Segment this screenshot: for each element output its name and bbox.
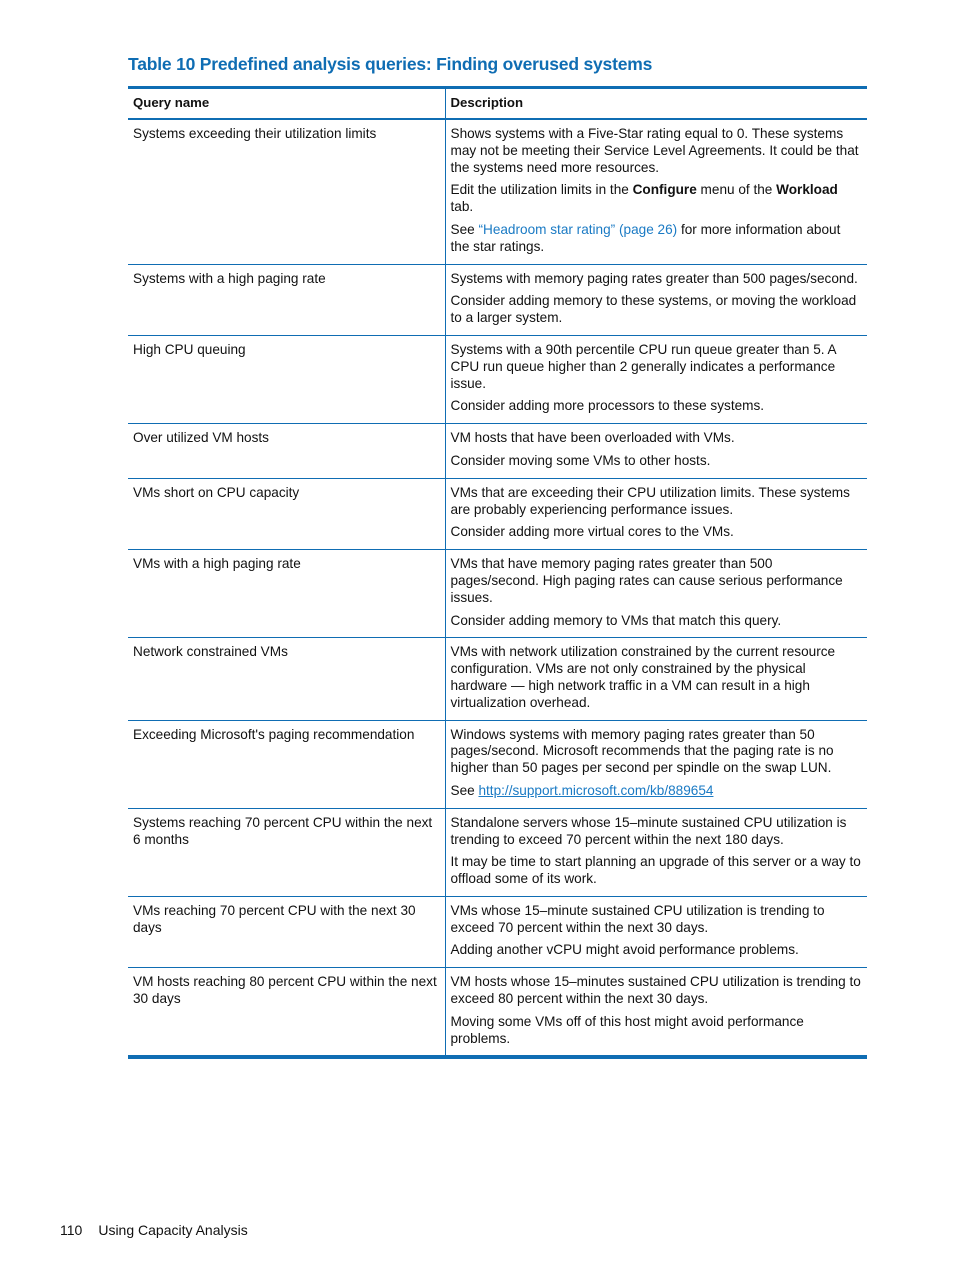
description-paragraph: Consider adding memory to these systems, or moving the workload to a larger system. [450, 293, 857, 326]
query-name-cell: Systems with a high paging rate [128, 264, 445, 335]
text-run: menu of the [696, 182, 777, 198]
description-cell [445, 808, 867, 896]
description-paragraph: Windows systems with memory paging rates greater than 50 pages/second. Microsoft recommends that the paging rate is no higher than 50 pages per second per spindle on the swap LUN. [450, 726, 834, 776]
column-header-description: Description [450, 95, 524, 111]
query-name-cell: VMs with a high paging rate [128, 550, 445, 638]
query-name-cell: High CPU queuing [128, 335, 445, 423]
page-footer [60, 1222, 248, 1238]
description-cell [445, 638, 867, 720]
query-name-cell: VM hosts reaching 80 percent CPU within the next 30 days [128, 968, 445, 1058]
description-cell [445, 478, 867, 549]
configure-menu-label: Configure [632, 182, 697, 198]
predefined-queries-table [128, 86, 867, 1059]
microsoft-kb-link[interactable]: http://support.microsoft.com/kb/889654 [478, 782, 714, 798]
description-cell [445, 119, 867, 264]
queries-table-container [128, 86, 867, 1059]
table-row [128, 720, 867, 808]
query-name-cell: Exceeding Microsoft's paging recommendation [128, 720, 445, 808]
column-header-query-name: Query name [128, 88, 445, 120]
text-run: See [450, 221, 479, 237]
query-name-cell: Network constrained VMs [128, 638, 445, 720]
description-paragraph: Adding another vCPU might avoid performance problems. [450, 942, 799, 958]
description-paragraph: VMs that have memory paging rates greater than 500 pages/second. High paging rates can cause serious performance issues. [450, 556, 843, 605]
table-row [128, 968, 867, 1058]
query-name-cell: VMs reaching 70 percent CPU with the next 30 days [128, 896, 445, 967]
text-run: for more information about the star ratings. [450, 221, 841, 254]
table-row [128, 478, 867, 549]
description-cell [445, 264, 867, 335]
query-name-cell: Systems reaching 70 percent CPU within the next 6 months [128, 808, 445, 896]
description-cell [445, 550, 867, 638]
table-header-row [128, 88, 867, 120]
table-row [128, 335, 867, 423]
page-number: 110 [60, 1222, 83, 1238]
description-paragraph [451, 783, 863, 800]
description-paragraph: Shows systems with a Five-Star rating equal to 0. These systems may not be meeting their Service Level Agreements. It could be that the systems need more resources. [450, 126, 859, 175]
description-paragraph: Consider adding more virtual cores to the VMs. [450, 524, 734, 540]
description-paragraph: VMs with network utilization constrained by the current resource configuration. VMs are not only constrained by the physical hardware — high network traffic in a VM can result in a high virtualization overhead. [450, 644, 836, 710]
table-row [128, 896, 867, 967]
table-row [128, 550, 867, 638]
description-paragraph: VM hosts that have been overloaded with VMs. [450, 430, 735, 446]
description-paragraph [451, 182, 863, 216]
text-run: Edit the utilization limits in the [450, 182, 633, 198]
description-paragraph [451, 222, 863, 256]
description-cell [445, 896, 867, 967]
description-paragraph: Consider moving some VMs to other hosts. [450, 452, 711, 468]
table-title: Table 10 Predefined analysis queries: Finding overused systems [128, 54, 653, 74]
table-row [128, 424, 867, 479]
table-row [128, 808, 867, 896]
description-paragraph: Consider adding more processors to these systems. [450, 398, 765, 414]
description-paragraph: Systems with memory paging rates greater than 500 pages/second. [450, 270, 858, 286]
text-run: See [450, 782, 479, 798]
description-paragraph: Consider adding memory to VMs that match this query. [450, 612, 782, 628]
description-paragraph: VMs that are exceeding their CPU utilization limits. These systems are probably experiencing performance issues. [450, 484, 850, 517]
query-name-cell: VMs short on CPU capacity [128, 478, 445, 549]
table-row [128, 119, 867, 264]
footer-section-title: Using Capacity Analysis [98, 1222, 248, 1238]
description-paragraph: It may be time to start planning an upgrade of this server or a way to offload some of its work. [450, 854, 861, 887]
description-cell [445, 968, 867, 1058]
table-row [128, 638, 867, 720]
description-paragraph: Moving some VMs off of this host might avoid performance problems. [450, 1013, 804, 1046]
query-name-cell: Systems exceeding their utilization limits [128, 119, 445, 264]
description-paragraph: VMs whose 15–minute sustained CPU utilization is trending to exceed 70 percent within the next 30 days. [450, 902, 825, 935]
description-cell [445, 720, 867, 808]
headroom-star-rating-link[interactable]: “Headroom star rating” (page 26) [478, 221, 678, 237]
description-paragraph: Standalone servers whose 15–minute sustained CPU utilization is trending to exceed 70 percent within the next 180 days. [450, 814, 847, 847]
workload-tab-label: Workload [776, 182, 838, 198]
query-name-cell: Over utilized VM hosts [128, 424, 445, 479]
table-row [128, 264, 867, 335]
description-paragraph: VM hosts whose 15–minutes sustained CPU utilization is trending to exceed 80 percent within the next 30 days. [450, 974, 861, 1007]
description-cell [445, 335, 867, 423]
description-cell [445, 424, 867, 479]
text-run: tab. [450, 199, 474, 215]
description-paragraph: Systems with a 90th percentile CPU run queue greater than 5. A CPU run queue higher than 2 generally indicates a performance issue. [450, 341, 836, 391]
